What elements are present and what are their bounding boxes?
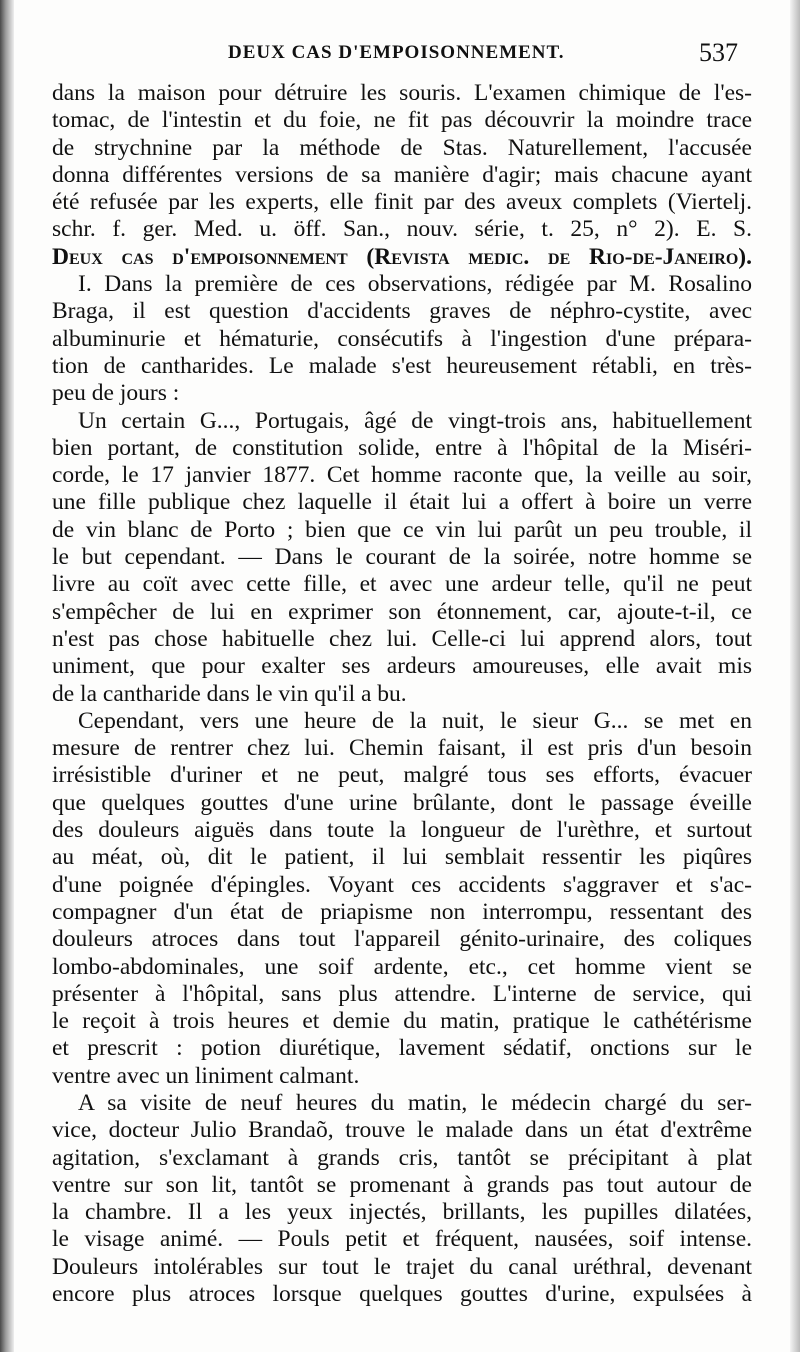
page-gutter-shadow — [0, 0, 14, 1352]
text-line: uniment, que pour exalter ses ardeurs amoureuses, elle avait mis — [52, 653, 752, 680]
text-line: une fille publique chez laquelle il était lui a offert à boire un verre — [52, 489, 752, 516]
text-line: livre au coït avec cette fille, et avec une ardeur telle, qu'il ne peut — [52, 571, 752, 598]
text-line: lombo-abdominales, une soif ardente, etc., cet homme vient se — [52, 953, 752, 980]
text-line: et prescrit : potion diurétique, lavement sédatif, onctions sur le — [52, 1035, 752, 1062]
text-line: la chambre. Il a les yeux injectés, brillants, les pupilles dilatées, — [52, 1199, 752, 1226]
text-line: au méat, où, dit le patient, il lui semblait ressentir les piqûres — [52, 844, 752, 871]
text-line: schr. f. ger. Med. u. öff. San., nouv. série, t. 25, n° 2). E. S. — [52, 216, 752, 243]
text-line: vice, docteur Julio Brandaõ, trouve le malade dans un état d'extrême — [52, 1117, 752, 1144]
text-line: le visage animé. — Pouls petit et fréquent, nausées, soif intense. — [52, 1226, 752, 1253]
running-title: DEUX CAS D'EMPOISONNEMENT. — [228, 42, 565, 63]
page-number: 537 — [699, 38, 738, 67]
text-line: donna différentes versions de sa manière d'agir; mais chacune ayant — [52, 161, 752, 188]
text-line: irrésistible d'uriner et ne peut, malgré tous ses efforts, évacuer — [52, 762, 752, 789]
text-line: été refusée par les experts, elle finit par des aveux complets (Viertelj. — [52, 189, 752, 216]
text-line: mesure de rentrer chez lui. Chemin faisant, il est pris d'un besoin — [52, 735, 752, 762]
text-line: peu de jours : — [52, 380, 180, 407]
text-line: tomac, de l'intestin et du foie, ne fit pas découvrir la moindre trace — [52, 107, 752, 134]
text-line: albuminurie et hématurie, consécutifs à l'ingestion d'une prépara- — [52, 325, 752, 352]
text-line: ventre sur son lit, tantôt se promenant à grands pas tout autour de — [52, 1171, 752, 1198]
section-heading: Deux cas d'empoisonnement (Revista medic. de Rio-de-Janeiro). — [52, 243, 752, 270]
text-line: le but cependant. — Dans le courant de la soirée, notre homme se — [52, 544, 752, 571]
text-line: que quelques gouttes d'une urine brûlante, dont le passage éveille — [52, 789, 752, 816]
text-line: compagner d'un état de priapisme non interrompu, ressentant des — [52, 898, 752, 925]
text-line: de vin blanc de Porto ; bien que ce vin lui parût un peu trouble, il — [52, 516, 752, 543]
text-line: Cependant, vers une heure de la nuit, le sieur G... se met en — [78, 707, 752, 734]
text-line: dans la maison pour détruire les souris. L'examen chimique de l'es- — [52, 80, 752, 106]
text-line: agitation, s'exclamant à grands cris, tantôt se précipitant à plat — [52, 1144, 752, 1171]
text-line: s'empêcher de lui en exprimer son étonnement, car, ajoute-t-il, ce — [52, 598, 752, 625]
article-body — [52, 80, 752, 1308]
text-line: Braga, il est question d'accidents graves de néphro-cystite, avec — [52, 298, 752, 325]
text-line: des douleurs aiguës dans toute la longueur de l'urèthre, et surtout — [52, 817, 752, 844]
text-line: de strychnine par la méthode de Stas. Naturellement, l'accusée — [52, 134, 752, 161]
page-edge-shadow — [790, 0, 800, 1352]
text-line: d'une poignée d'épingles. Voyant ces accidents s'aggraver et s'ac- — [52, 871, 752, 898]
text-line: Un certain G..., Portugais, âgé de vingt-trois ans, habituellement — [78, 407, 752, 434]
text-line: n'est pas chose habituelle chez lui. Celle-ci lui apprend alors, tout — [52, 625, 752, 652]
text-line: Douleurs intolérables sur tout le trajet du canal uréthral, devenant — [52, 1253, 752, 1280]
text-line: I. Dans la première de ces observations, rédigée par M. Rosalino — [78, 271, 752, 298]
text-line: ventre avec un liniment calmant. — [52, 1062, 360, 1089]
text-line: de la cantharide dans le vin qu'il a bu. — [52, 680, 407, 707]
text-line: bien portant, de constitution solide, entre à l'hôpital de la Miséri- — [52, 434, 752, 461]
text-line: le reçoit à trois heures et demie du matin, pratique le cathétérisme — [52, 1008, 752, 1035]
text-line: présenter à l'hôpital, sans plus attendre. L'interne de service, qui — [52, 980, 752, 1007]
text-line: tion de cantharides. Le malade s'est heureusement rétabli, en très- — [52, 352, 752, 379]
text-line: douleurs atroces dans tout l'appareil génito-urinaire, des coliques — [52, 926, 752, 953]
text-line: A sa visite de neuf heures du matin, le médecin chargé du ser- — [78, 1089, 752, 1116]
text-line: encore plus atroces lorsque quelques gouttes d'urine, expulsées à — [52, 1281, 752, 1308]
running-header — [50, 38, 750, 72]
text-line: corde, le 17 janvier 1877. Cet homme raconte que, la veille au soir, — [52, 462, 752, 489]
